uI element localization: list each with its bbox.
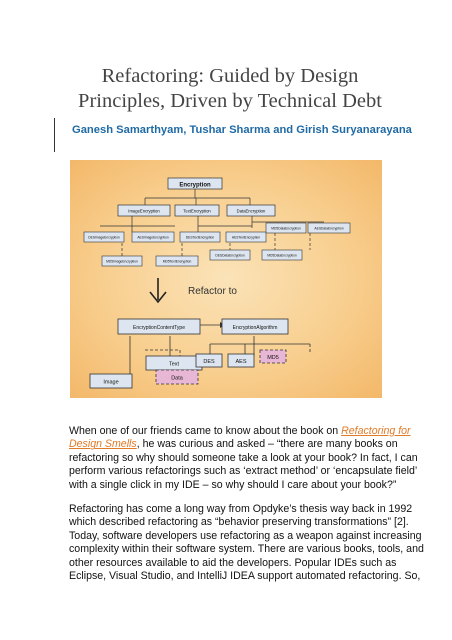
refactor-label: Refactor to [188, 286, 237, 297]
level3-label: DESTextEncryption [185, 235, 215, 240]
para1-text: , he was curious and asked – “there are many books on [136, 438, 398, 451]
para1-line-1 [69, 425, 411, 438]
para2-line-1: Refactoring has come a long way from Opdyke’s thesis way back in 1992 [69, 503, 413, 515]
level2-label: ImageEncryption [128, 208, 160, 214]
margin-mark [54, 118, 55, 152]
level3-label: AESImageEncryption [137, 235, 169, 240]
paragraph-1 [69, 425, 418, 492]
title-line-2: Principles, Driven by Technical Debt [78, 90, 382, 112]
aes-label: AES [235, 359, 247, 365]
refactoring-figure [70, 160, 382, 398]
level2-label: DataEncryption [236, 208, 266, 214]
para2-line-6: Eclipse, Visual Studio, and IntelliJ IDEA support automated refactoring. So, [69, 570, 421, 583]
para2-line-3: Today, software developers use refactoring as a weapon against increasing [69, 529, 422, 542]
level4-label: MD5ImageEncryption [106, 259, 138, 264]
para1-line-2 [69, 438, 399, 451]
encryption-label: Encryption [179, 182, 211, 189]
para1-text: When one of our friends came to know about the book on [69, 425, 342, 437]
level3-label: MD5DataEncryption [271, 226, 301, 231]
para1-line-3: refactoring so why should someone take a look at your book? In fact, I can [69, 451, 418, 464]
data-label: Data [171, 375, 183, 382]
para1-line-4: perform various refactorings such as ‘extract method’ or ‘encapsulate field’ [69, 465, 418, 478]
book-link-continued[interactable]: Design Smells [69, 438, 137, 451]
image-label: Image [103, 379, 119, 386]
book-link[interactable]: Refactoring for [341, 425, 411, 437]
level2-group [118, 205, 275, 216]
level2-label: TextEncryption [183, 208, 211, 214]
md5-label: MD5 [267, 355, 279, 361]
level3-label: DESImageEncryption [88, 235, 120, 240]
content-type-label: EncryptionContentType [133, 325, 185, 331]
level4-label: MD5TextEncryption [162, 259, 192, 264]
level4-label: DESDataEncryption [215, 253, 245, 258]
text-label: Text [168, 361, 180, 368]
paragraph-2 [69, 503, 424, 583]
figure-background [70, 160, 382, 398]
document-title [40, 64, 420, 114]
para2-line-5: other resources available to aid the developers. Popular IDEs such as [69, 556, 397, 569]
authors: Ganesh Samarthyam, Tushar Sharma and Girish Suryanarayana [72, 124, 412, 136]
para2-line-2: which described refactoring as “behavior preserving transformations” [2]. [69, 516, 409, 529]
title-line-1: Refactoring: Guided by Design [101, 65, 359, 87]
level3-label: AESTextEncryption [231, 235, 261, 240]
para1-line-5: with a single click in my IDE – so why should I care about your book?” [69, 478, 397, 491]
algorithm-label: EncryptionAlgorithm [232, 325, 278, 331]
level3-label: AESDataEncryption [314, 226, 344, 231]
para2-line-4: complexity within their software system. There are various books, tools, and [69, 543, 424, 556]
level4-label: MD5DataEncryption [267, 253, 297, 258]
des-label: DES [203, 359, 215, 365]
figure-svg [70, 160, 382, 398]
